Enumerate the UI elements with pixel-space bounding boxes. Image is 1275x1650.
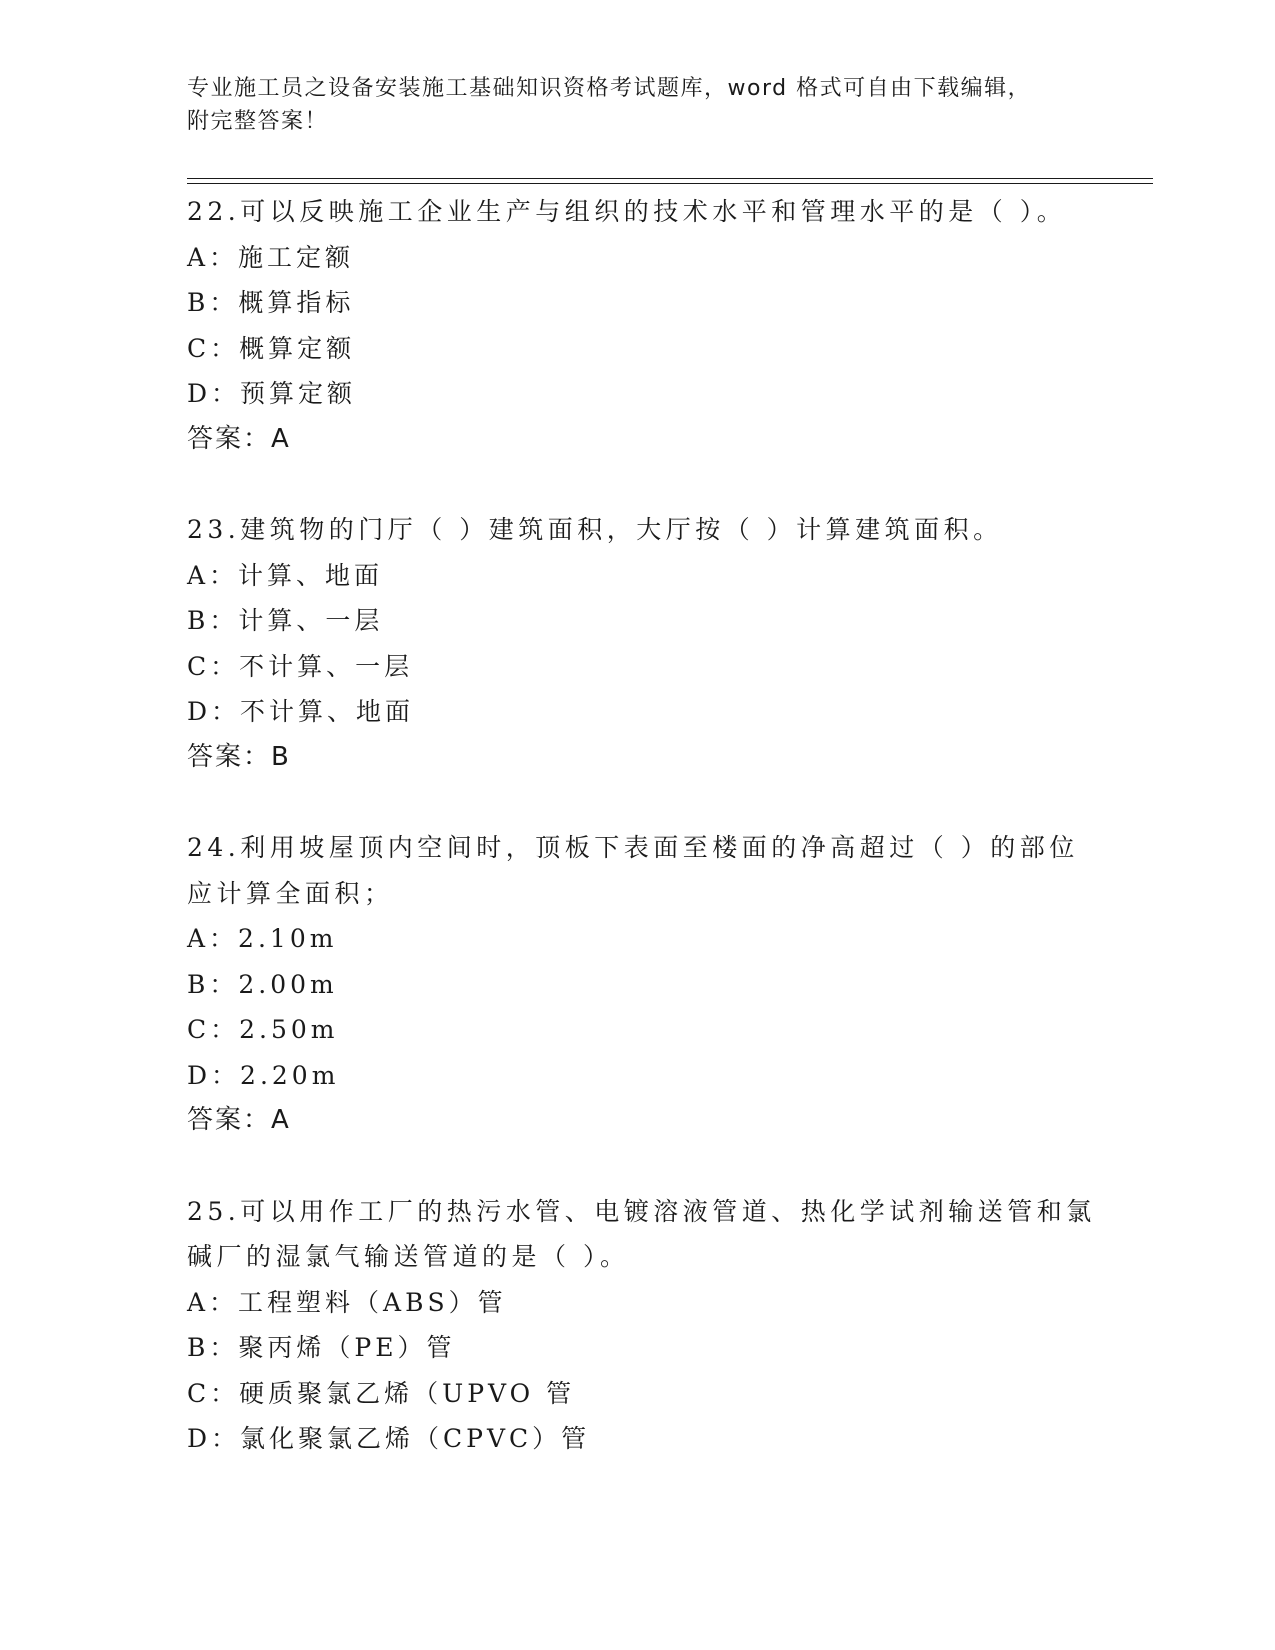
question-text (187, 189, 1087, 235)
question-22 (187, 189, 1087, 462)
option-a: A：施工定额 (187, 242, 355, 272)
question-line: 24.利用坡屋顶内空间时，顶板下表面至楼面的净高超过（ ）的部位 (187, 833, 1079, 862)
answer-label: 答案：A (187, 423, 291, 454)
option-d: D：氯化聚氯乙烯（CPVC）管 (187, 1424, 591, 1453)
question-23 (187, 507, 1087, 780)
option-c: C：概算定额 (187, 333, 356, 363)
option-d: D：不计算、地面 (187, 697, 415, 726)
option-a: A：计算、地面 (187, 560, 384, 590)
option-d: D：预算定额 (187, 379, 357, 408)
header-divider-top (187, 178, 1153, 179)
answer-label: 答案：A (187, 1105, 291, 1135)
question-line: 23.建筑物的门厅（ ）建筑面积，大厅按（ ）计算建筑面积。 (187, 515, 1003, 544)
option-b: B：聚丙烯（PE）管 (187, 1333, 456, 1362)
document-header (187, 72, 1067, 138)
question-text (187, 1189, 1096, 1280)
option-b: B：概算指标 (187, 288, 355, 317)
question-text (187, 825, 1087, 916)
option-d: D：2.20m (187, 1060, 340, 1090)
question-line: 25.可以用作工厂的热污水管、电镀溶液管道、热化学试剂输送管和氯 (187, 1196, 1096, 1226)
answer-label: 答案：B (187, 741, 291, 772)
header-line-1: 专业施工员之设备安装施工基础知识资格考试题库，word 格式可自由下载编辑， (187, 76, 1032, 101)
question-line: 应计算全面积； (187, 878, 394, 908)
header-divider-bottom (187, 183, 1153, 184)
option-c: C：硬质聚氯乙烯（UPVO 管 (187, 1378, 576, 1408)
question-text (187, 507, 1087, 553)
option-b: B：计算、一层 (187, 606, 384, 635)
question-line: 22.可以反映施工企业生产与组织的技术水平和管理水平的是（ ）。 (187, 197, 1067, 226)
question-line: 碱厂的湿氯气输送管道的是（ ）。 (187, 1242, 630, 1271)
option-a: A：2.10m (187, 924, 338, 953)
question-24 (187, 825, 1087, 1144)
question-list (187, 189, 1096, 1507)
option-c: C：2.50m (187, 1015, 339, 1044)
question-25 (187, 1189, 1096, 1462)
header-line-2: 附完整答案！ (187, 109, 329, 134)
option-c: C：不计算、一层 (187, 651, 414, 681)
option-b: B：2.00m (187, 969, 338, 999)
option-a: A：工程塑料（ABS）管 (187, 1287, 507, 1317)
